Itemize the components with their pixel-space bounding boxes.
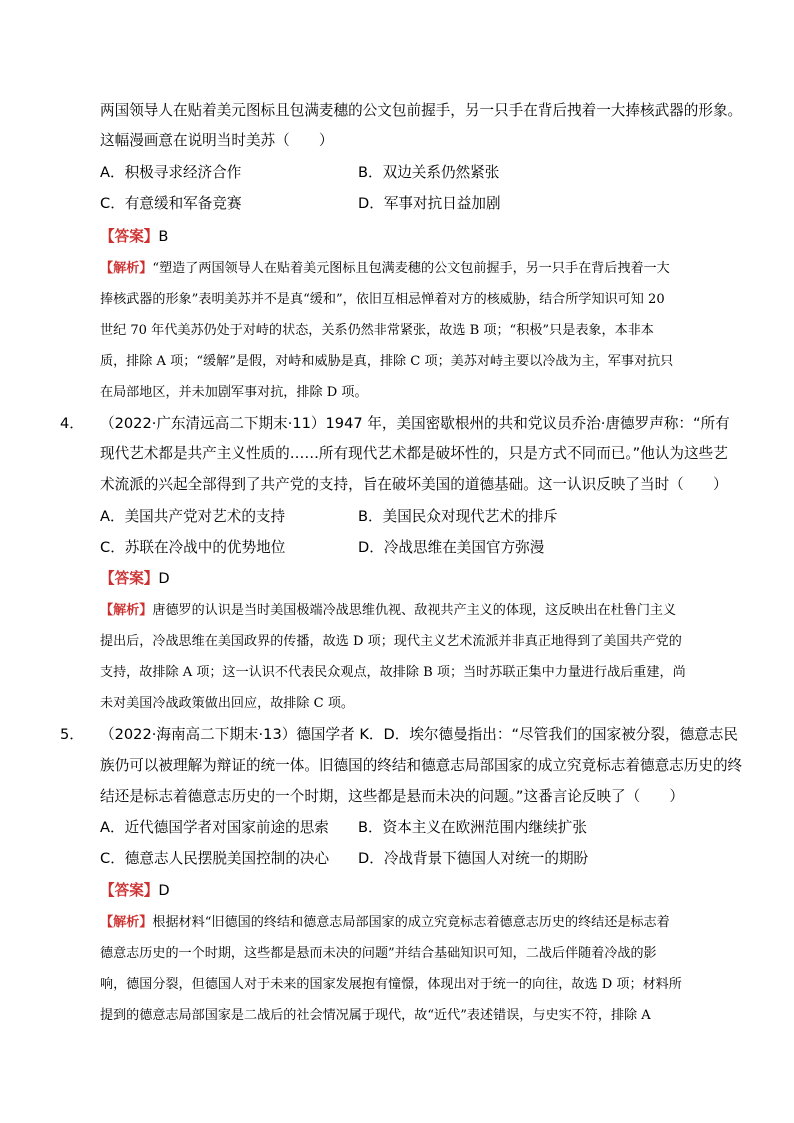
q4-analysis-line-4: 未对美国冷战政策做出回应，故排除 C 项。 <box>100 696 355 711</box>
q3-stem-line-2: 这幅漫画意在说明当时美苏（ ） <box>100 132 334 149</box>
q4-answer <box>100 569 170 589</box>
q3-analysis-line-3: 世纪 70 年代美苏仍处于对峙的状态，关系仍然非常紧张，故选 B 项；“积极”只是表象，本非本 <box>100 323 654 338</box>
q4-number: 4． <box>60 415 84 432</box>
q4-stem-line-1: （2022·广东清远高二下期末·11）1947 年，美国密歇根州的共和党议员乔治·唐德罗声称：“所有 <box>100 415 730 432</box>
answer-value: D <box>158 570 170 587</box>
q3-analysis-line-2: 捧核武器的形象”表明美苏并不是真“缓和”，依旧互相忌惮着对方的核威胁，结合所学知识可知 20 <box>100 292 665 307</box>
q3-option-d: D．军事对抗日益加剧 <box>358 195 501 212</box>
q5-option-d: D．冷战背景下德国人对统一的期盼 <box>358 850 589 867</box>
q4-stem-line-2: 现代艺术都是共产主义性质的……所有现代艺术都是破坏性的，只是方式不同而已。”他认为这些艺 <box>100 445 728 462</box>
q5-option-c: C．德意志人民摆脱美国控制的决心 <box>100 850 330 867</box>
q4-option-d: D．冷战思维在美国官方弥漫 <box>358 539 545 556</box>
q4-stem-line-3: 术流派的兴起全部得到了共产党的支持，旨在破坏美国的道德基础。这一认识反映了当时（ ） <box>100 476 728 493</box>
q5-stem-line-2: 族仍可以被理解为辩证的统一体。旧德国的终结和德意志局部国家的成立究竟标志着德意志历史的终 <box>100 757 743 774</box>
q3-option-a: A．积极寻求经济合作 <box>100 164 242 181</box>
q5-option-a: A．近代德国学者对国家前途的思索 <box>100 819 329 836</box>
q4-analysis-line-1 <box>100 601 676 621</box>
answer-value: B <box>158 228 169 245</box>
q5-analysis-line-4: 提到的德意志局部国家是二战后的社会情况属于现代，故“近代”表述错误，与史实不符，排除 A <box>100 1008 651 1023</box>
answer-value: D <box>158 882 170 899</box>
q3-stem-line-1: 两国领导人在贴着美元图标且包满麦穗的公文包前握手，另一只手在背后拽着一大捧核武器的形象。 <box>100 102 743 119</box>
q3-option-c: C．有意缓和军备竞赛 <box>100 195 242 212</box>
analysis-tag: 【解析】 <box>100 261 153 276</box>
analysis-text: 根据材料“旧德国的终结和德意志局部国家的成立究竟标志着德意志历史的终结还是标志着 <box>152 915 670 930</box>
answer-tag: 【答案】 <box>100 570 159 587</box>
q3-analysis-line-4: 质，排除 A 项；“缓解”是假，对峙和威胁是真，排除 C 项；美苏对峙主要以冷战为主，军事对抗只 <box>100 354 674 369</box>
analysis-text: “塑造了两国领导人在贴着美元图标且包满麦穗的公文包前握手，另一只手在背后拽着一大 <box>152 261 670 276</box>
q4-analysis-line-3: 支持，故排除 A 项；这一认识不代表民众观点，故排除 B 项；当时苏联正集中力量进行战后重建，尚 <box>100 665 686 680</box>
q5-number: 5． <box>60 726 84 743</box>
answer-tag: 【答案】 <box>100 882 159 899</box>
answer-tag: 【答案】 <box>100 228 159 245</box>
q5-stem-line-1: （2022·海南高二下期末·13）德国学者 K．D．埃尔德曼指出：“尽管我们的国家被分裂，德意志民 <box>100 726 738 743</box>
q4-option-b: B．美国民众对现代艺术的排斥 <box>358 508 558 525</box>
q5-analysis-line-2: 德意志历史的一个时期，这些都是悬而未决的问题”并结合基础知识可知，二战后伴随着冷战的影 <box>100 946 657 961</box>
q3-analysis-line-5: 在局部地区，并未加剧军事对抗，排除 D 项。 <box>100 385 368 400</box>
q4-option-a: A．美国共产党对艺术的支持 <box>100 508 286 525</box>
q5-answer <box>100 881 170 901</box>
analysis-tag: 【解析】 <box>100 915 153 930</box>
analysis-text: 唐德罗的认识是当时美国极端冷战思维仇视、敌视共产主义的体现，这反映出在杜鲁门主义 <box>152 603 677 618</box>
q5-stem-line-3: 结还是标志着德意志历史的一个时期，这些都是悬而未决的问题。”这番言论反映了（ ） <box>100 788 685 805</box>
q3-analysis-line-1 <box>100 259 670 279</box>
q3-answer <box>100 227 168 247</box>
q3-option-b: B．双边关系仍然紧张 <box>358 164 500 181</box>
q4-option-c: C．苏联在冷战中的优势地位 <box>100 539 286 556</box>
q5-analysis-line-3: 响，德国分裂，但德国人对于未来的国家发展抱有憧憬，体现出对于统一的向往，故选 D 项；材料所 <box>100 977 682 992</box>
q5-option-b: B．资本主义在欧洲范围内继续扩张 <box>358 819 587 836</box>
analysis-tag: 【解析】 <box>100 603 153 618</box>
q4-analysis-line-2: 提出后，冷战思维在美国政界的传播，故选 D 项；现代主义艺术流派并非真正地得到了美国共产党的 <box>100 634 682 649</box>
q5-analysis-line-1 <box>100 913 670 933</box>
